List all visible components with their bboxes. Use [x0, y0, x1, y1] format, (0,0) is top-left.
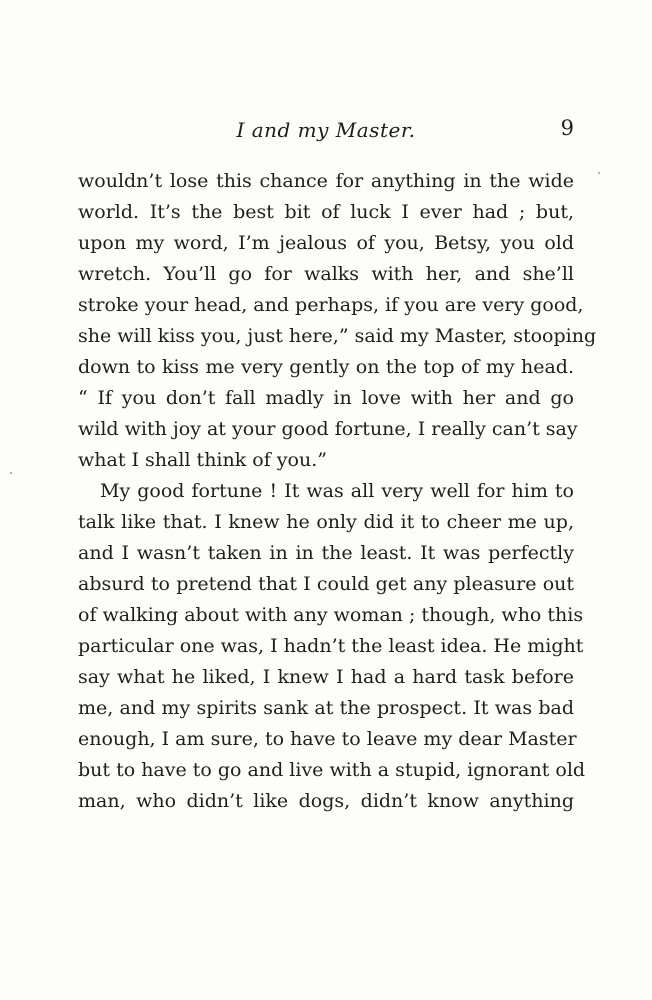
text-line: “ If you don’t fall madly in love with her and go — [78, 387, 574, 409]
text-line: upon my word, I’m jealous of you, Betsy, you old — [78, 232, 574, 254]
text-line: talk like that. I knew he only did it to cheer me up, — [78, 511, 574, 533]
text-line: absurd to pretend that I could get any pleasure out — [78, 573, 574, 595]
text-line: she will kiss you, just here,” said my Master, stooping — [78, 325, 597, 347]
text-line: say what he liked, I knew I had a hard task before — [78, 666, 574, 688]
text-line: me, and my spirits sank at the prospect. It was bad — [78, 697, 574, 719]
text-line: enough, I am sure, to have to leave my dear Master — [78, 728, 577, 750]
paragraph-end-line: what I shall think of you.” — [78, 449, 327, 471]
text-line: stroke your head, and perhaps, if you are very good, — [78, 294, 584, 316]
text-line: wretch. You’ll go for walks with her, and she’ll — [78, 263, 574, 285]
text-line: world. It’s the best bit of luck I ever had ; but, — [78, 201, 574, 223]
text-line: and I wasn’t taken in in the least. It was perfectly — [78, 542, 574, 564]
body-text — [78, 166, 597, 817]
paragraph-start-line: My good fortune ! It was all very well for him to — [100, 480, 574, 502]
text-line: wouldn’t lose this chance for anything in the wide — [78, 170, 574, 192]
text-line: particular one was, I hadn’t the least idea. He might — [78, 635, 584, 657]
text-line: but to have to go and live with a stupid, ignorant old — [78, 759, 586, 781]
text-line: of walking about with any woman ; though, who this — [78, 604, 584, 626]
scan-speck — [10, 472, 12, 474]
scan-speck — [598, 172, 600, 174]
text-line: down to kiss me very gently on the top of my head. — [78, 356, 574, 378]
running-head — [78, 114, 574, 144]
text-line: wild with joy at your good fortune, I really can’t say — [78, 418, 578, 440]
running-title: I and my Master. — [236, 118, 416, 142]
text-line: man, who didn’t like dogs, didn’t know anything — [78, 790, 574, 812]
page-number: 9 — [560, 116, 574, 140]
